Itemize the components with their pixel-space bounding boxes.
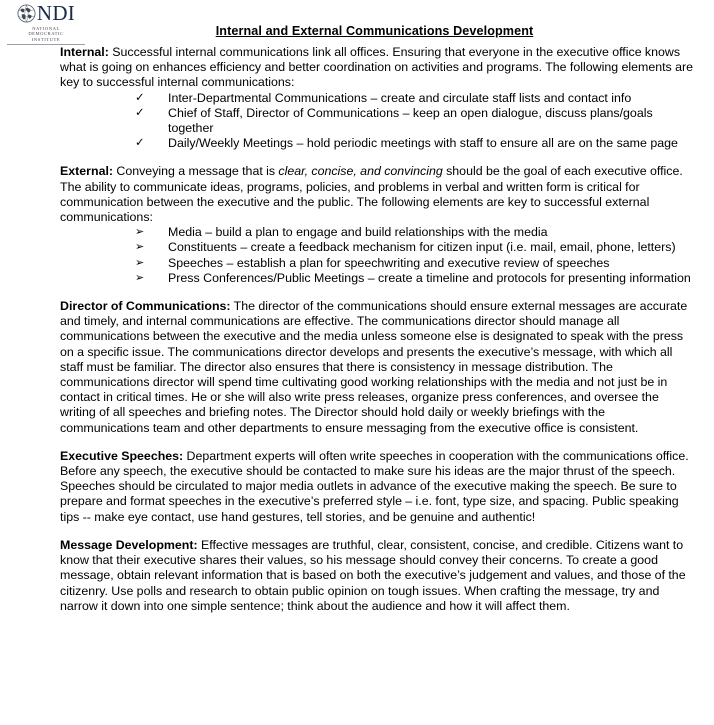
check-icon: ✓ [135,91,145,104]
speeches-lead-label: Executive Speeches: [60,448,184,463]
list-item [60,256,697,271]
arrow-bullet-icon: ➢ [135,271,145,284]
section-spacer [60,151,697,164]
list-item-text: Constituents – create a feedback mechanism for citizen input (i.e. mail, email, phone, letters) [168,240,676,255]
paragraph-director-of-communications [60,299,697,436]
list-item-text: Inter-Departmental Communications – create and circulate staff lists and contact info [168,90,632,105]
list-item [60,91,697,106]
logo-wordmark-row [7,3,85,24]
speeches-body-text: Department experts will often write speeches in cooperation with the communications office. Before any speech, the executive should be contacted to make sure his ideas are the major thrust of the speech. Speeches should be circulated to major media outlets in advance of the executive making the speech. Be sure to prepare and format speeches in the executive’s preferred style – i.e. font, type size, and spacing. Public speaking tips -- make eye contact, use hand gestures, tell stories, and be genuine and authentic! [60,448,689,524]
logo-subtitle-line-1: NATIONAL [32,26,60,31]
director-lead-label: Director of Communications: [60,299,231,314]
logo-subtitle-line-2: DEMOCRATIC [28,31,64,37]
list-item [60,240,697,255]
director-body-text: The director of the communications should ensure external messages are accurate and timely, and internal communications are effective. The communications director should manage all communications between the executive and the media unless someone else is designated to speak with the press on a specific issue. The communications director develops and presents the executive’s message, with which all staff must be familiar. The director also ensures that there is consistency in message distribution. The communications director will spend time cultivating good working relationships with the media and not just be in contact in critical times. He or she will also write press releases, organize press conferences, and oversee the writing of all speeches and briefing notes. The Director should hold daily or weekly briefings with the communications team and other departments to ensure messaging from the executive office is consistent. [60,299,688,435]
paragraph-external [60,164,697,225]
list-item [60,136,697,151]
external-body-before: Conveying a message that is [113,164,279,179]
logo-acronym: NDI [36,1,76,25]
document-body [60,45,697,627]
check-icon: ✓ [135,106,145,119]
list-item [60,106,697,136]
globe-icon [17,4,36,23]
external-lead-label: External: [60,164,114,179]
external-italic-phrase: clear, concise, and convincing [278,164,443,179]
page-title: Internal and External Communications Development [215,24,534,38]
paragraph-executive-speeches [60,449,697,525]
list-item-text: Daily/Weekly Meetings – hold periodic meetings with staff to ensure all are on the same page [168,136,678,151]
external-body-after: should be the goal of each executive office. The ability to communicate ideas, programs, policies, and problems in verbal and written form is critical for communication between the executive and the public. The following elements are key to successful external communications: [60,164,683,225]
logo-subtitle-line-3: INSTITUTE [31,36,61,42]
message-lead-label: Message Development: [60,537,198,552]
internal-body-text: Successful internal communications link all offices. Ensuring that everyone in the executive office knows what is going on enhances efficiency and better coordination on activities and programs. The following elements are key to successful internal communications: [60,45,693,90]
internal-lead-label: Internal: [60,45,109,59]
list-item-text: Speeches – establish a plan for speechwriting and executive review of speeches [168,255,610,270]
message-body-text: Effective messages are truthful, clear, consistent, concise, and credible. Citizens want to know that their executive shares their values, so his message should convey their concerns. To create a good message, obtain relevant information that is based on both the executive’s judgement and values, and those of the citizenry. Use polls and research to obtain public opinion on tough issues. When crafting the message, try and narrow it down into one simple sentence; think about the audience and how it will affect them. [60,537,686,613]
arrow-bullet-icon: ➢ [135,226,145,239]
list-item-text: Chief of Staff, Director of Communications – keep an open dialogue, discuss plans/goals together [168,105,653,136]
section-spacer [60,286,697,299]
arrow-bullet-icon: ➢ [135,256,145,269]
list-item [60,225,697,240]
list-item [60,271,697,286]
internal-bullet-list [60,91,697,152]
paragraph-message-development [60,538,697,614]
list-item-text: Press Conferences/Public Meetings – create a timeline and protocols for presenting information [168,270,691,285]
check-icon: ✓ [135,137,145,150]
paragraph-internal [60,45,697,91]
arrow-bullet-icon: ➢ [135,241,145,254]
external-bullet-list [60,225,697,286]
list-item-text: Media – build a plan to engage and build relationships with the media [168,225,548,240]
